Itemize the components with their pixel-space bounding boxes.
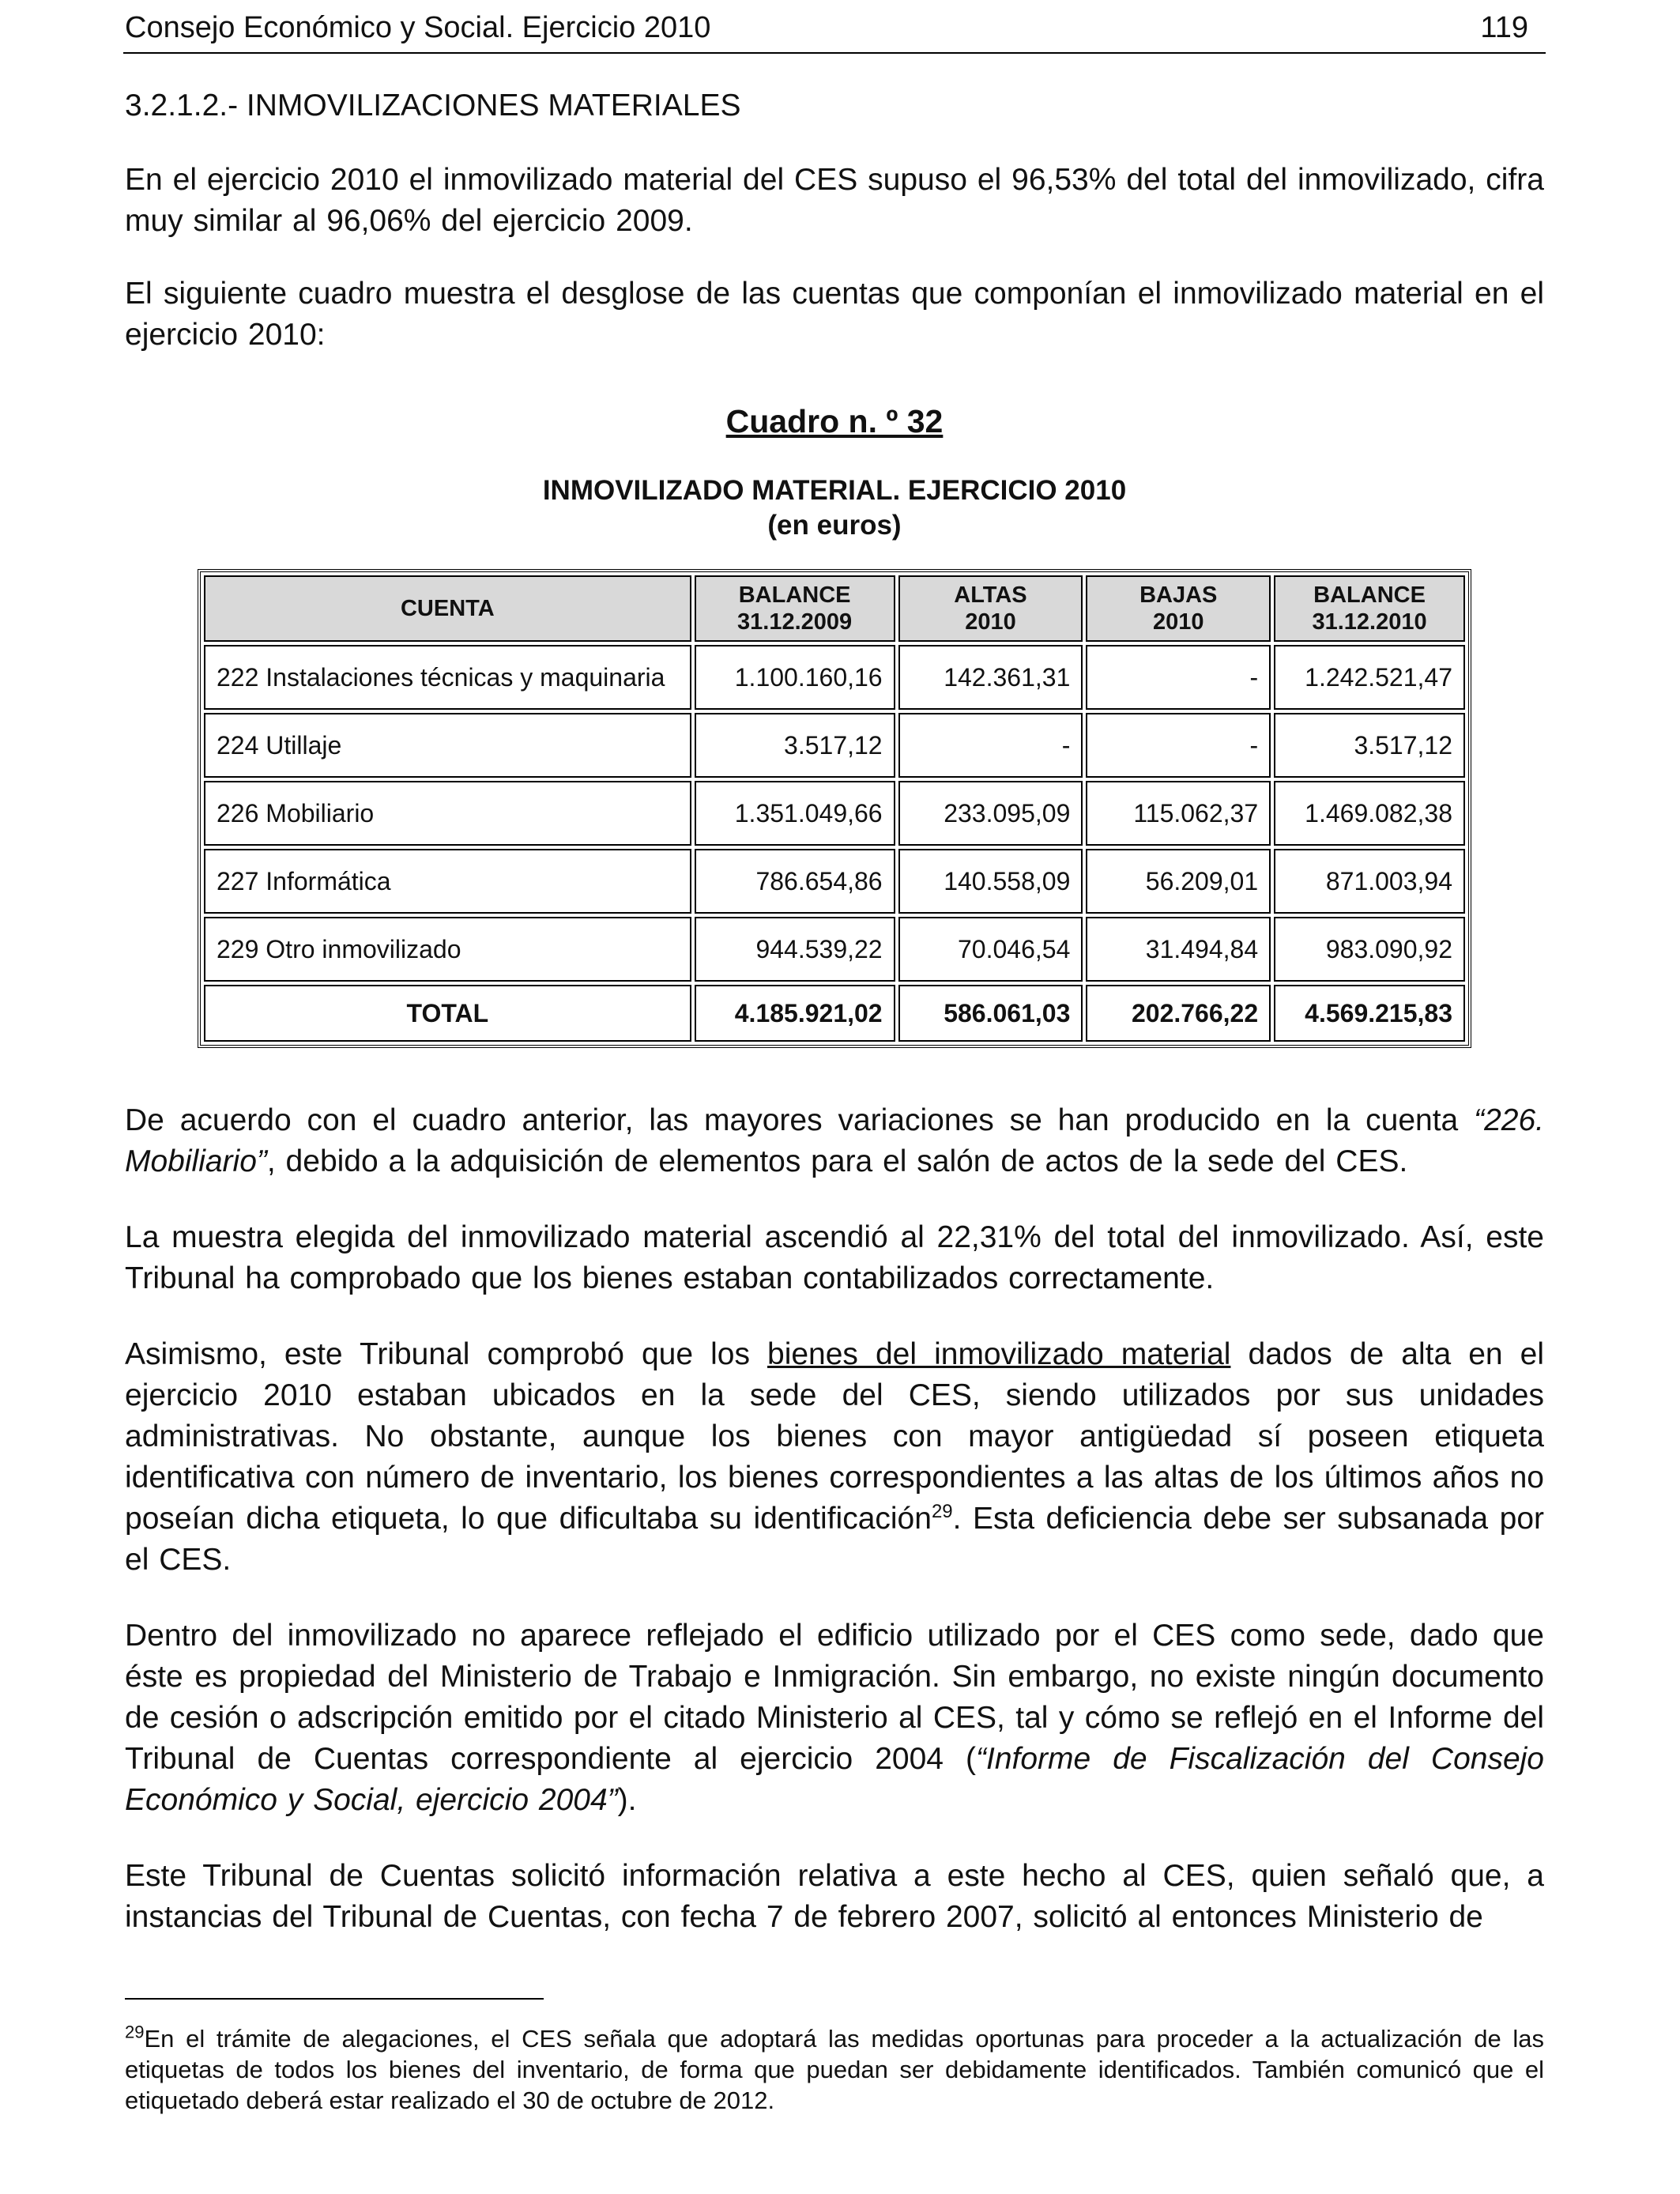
intro-paragraph-1: En el ejercicio 2010 el inmovilizado material del CES supuso el 96,53% del total del inmovilizado, cifra muy similar al 96,06% del ejercicio 2009. — [125, 163, 1544, 238]
table-row — [204, 917, 1465, 982]
fixed-assets-table — [198, 569, 1471, 1048]
footnote-separator — [125, 1998, 544, 2000]
upper-content — [125, 89, 1544, 543]
footnote-text: En el trámite de alegaciones, el CES señala que adoptará las medidas oportunas para proceder a la actualización de las etiquetas de todos los bienes del inventario, de forma que puedan ser debidamente identificados. También comunicó que el etiquetado deberá estar realizado el 30 de octubre de 2012. — [125, 2025, 1544, 2114]
account-cell: 229 Otro inmovilizado — [204, 917, 691, 982]
lower-content — [125, 1100, 1544, 1973]
disposals-cell: 56.209,01 — [1086, 849, 1271, 914]
total-balance-2010-cell: 4.569.215,83 — [1274, 985, 1465, 1042]
footnote-marker: 29 — [125, 2022, 145, 2042]
running-title: Consejo Económico y Social. Ejercicio 2010 — [125, 11, 711, 44]
additions-cell: 140.558,09 — [898, 849, 1083, 914]
paragraph-request: Este Tribunal de Cuentas solicitó información relativa a este hecho al CES, quien señaló que, a instancias del Tribunal de Cuentas, con fecha 7 de febrero 2007, solicitó al entonces Ministerio de — [125, 1859, 1544, 1934]
disposals-cell: 31.494,84 — [1086, 917, 1271, 982]
balance-2010-cell: 3.517,12 — [1274, 713, 1465, 778]
disposals-cell: - — [1086, 713, 1271, 778]
intro-paragraph-2: El siguiente cuadro muestra el desglose de las cuentas que componían el inmovilizado material en el ejercicio 2010: — [125, 277, 1544, 352]
footnote-reference: 29 — [931, 1501, 953, 1522]
paragraph-variations: De acuerdo con el cuadro anterior, las mayores variaciones se han producido en la cuenta “226. Mobiliario”, debido a la adquisición de elementos para el salón de actos de la sede del CES. — [125, 1103, 1544, 1178]
table-caption-unit: (en euros) — [767, 510, 902, 541]
balance-2010-cell: 871.003,94 — [1274, 849, 1465, 914]
balance-2010-cell: 1.469.082,38 — [1274, 781, 1465, 846]
additions-cell: 233.095,09 — [898, 781, 1083, 846]
page-header — [123, 6, 1546, 54]
paragraph-building: Dentro del inmovilizado no aparece reflejado el edificio utilizado por el CES como sede, dado que éste es propiedad del Ministerio de Trabajo e Inmigración. Sin embargo, no existe ningún documento de cesión o adscripción emitido por el citado Ministerio al CES, tal y cómo se reflejó en el Informe del Tribunal de Cuentas correspondiente al ejercicio 2004 (“Informe de Fiscalización del Consejo Económico y Social, ejercicio 2004”). — [125, 1619, 1544, 1817]
balance-2010-cell: 1.242.521,47 — [1274, 645, 1465, 710]
table-total-row — [204, 985, 1465, 1042]
total-additions-cell: 586.061,03 — [898, 985, 1083, 1042]
table-caption-number: Cuadro n. º 32 — [725, 403, 944, 439]
column-header-balance-2010: BALANCE 31.12.2010 — [1274, 575, 1465, 642]
balance-2009-cell: 786.654,86 — [695, 849, 895, 914]
table-row — [204, 645, 1465, 710]
column-header-balance-2009: BALANCE 31.12.2009 — [695, 575, 895, 642]
disposals-cell: - — [1086, 645, 1271, 710]
additions-cell: 142.361,31 — [898, 645, 1083, 710]
column-header-account: CUENTA — [204, 575, 691, 642]
table-row — [204, 781, 1465, 846]
additions-cell: - — [898, 713, 1083, 778]
balance-2009-cell: 1.351.049,66 — [695, 781, 895, 846]
account-cell: 226 Mobiliario — [204, 781, 691, 846]
column-header-additions: ALTAS 2010 — [898, 575, 1083, 642]
table-header-row — [204, 575, 1465, 642]
section-heading: 3.2.1.2.- INMOVILIZACIONES MATERIALES — [125, 89, 741, 123]
table-row — [204, 713, 1465, 778]
total-balance-2009-cell: 4.185.921,02 — [695, 985, 895, 1042]
balance-2009-cell: 3.517,12 — [695, 713, 895, 778]
total-disposals-cell: 202.766,22 — [1086, 985, 1271, 1042]
balance-2009-cell: 1.100.160,16 — [695, 645, 895, 710]
additions-cell: 70.046,54 — [898, 917, 1083, 982]
paragraph-labels: Asimismo, este Tribunal comprobó que los bienes del inmovilizado material dados de alta en el ejercicio 2010 estaban ubicados en la sede del CES, siendo utilizados por sus unidades administrativas. No obstante, aunque los bienes con mayor antigüedad sí poseen etiqueta identificativa con número de inventario, los bienes correspondientes a las altas de los últimos años no poseían dicha etiqueta, lo que dificultaba su identificación$^{29}$. Esta deficiencia debe ser subsanada por el CES. — [125, 1337, 1544, 1577]
balance-2010-cell: 983.090,92 — [1274, 917, 1465, 982]
total-label-cell: TOTAL — [204, 985, 691, 1042]
table-row — [204, 849, 1465, 914]
balance-2009-cell: 944.539,22 — [695, 917, 895, 982]
column-header-disposals: BAJAS 2010 — [1086, 575, 1271, 642]
footnote — [125, 2023, 1544, 2116]
disposals-cell: 115.062,37 — [1086, 781, 1271, 846]
paragraph-sample: La muestra elegida del inmovilizado material ascendió al 22,31% del total del inmovilizado. Así, este Tribunal ha comprobado que los bienes estaban contabilizados correctamente. — [125, 1220, 1544, 1295]
account-cell: 224 Utillaje — [204, 713, 691, 778]
account-cell: 222 Instalaciones técnicas y maquinaria — [204, 645, 691, 710]
account-cell: 227 Informática — [204, 849, 691, 914]
table-caption-title: INMOVILIZADO MATERIAL. EJERCICIO 2010 — [542, 475, 1127, 506]
page-number: 119 — [1480, 11, 1528, 44]
